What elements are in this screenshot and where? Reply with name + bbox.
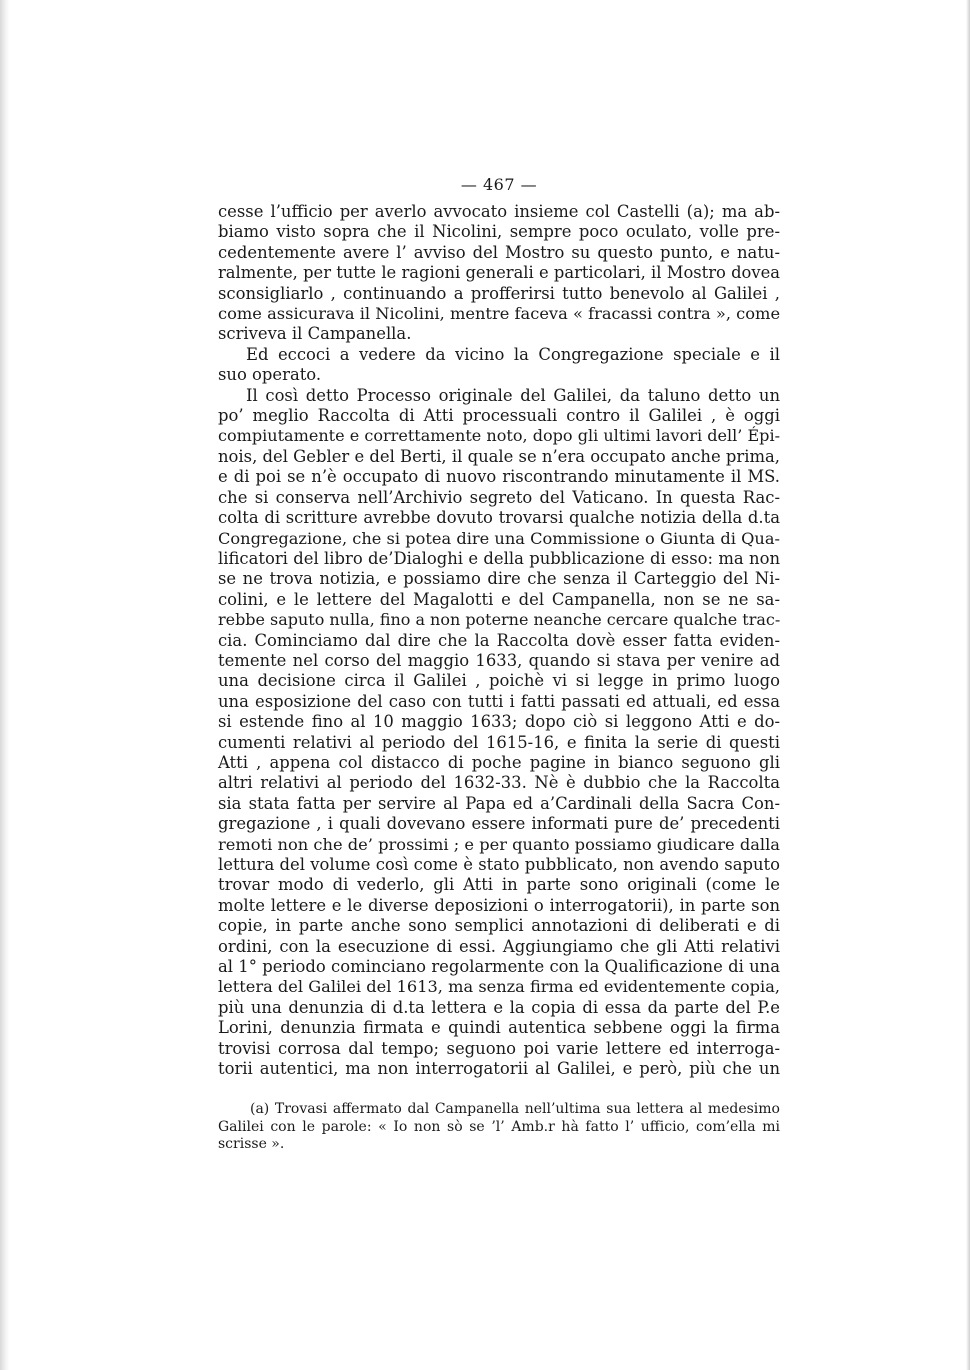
- text-line: lettera del Galilei del 1613, ma senza firma ed evidentemente copia,: [218, 977, 780, 997]
- text-line: più una denunzia di d.ta lettera e la copia di essa da parte del P.e: [218, 997, 780, 1017]
- text-line: cedentemente avere l’ avviso del Mostro su questo punto, e natu-: [218, 242, 780, 262]
- text-line: cumenti relativi al periodo del 1615-16, e finita la serie di questi: [218, 732, 780, 752]
- text-line: suo operato.: [218, 365, 322, 385]
- text-line: trovar modo di vederlo, gli Atti in parte sono originali (come le: [218, 875, 780, 895]
- text-line: lettura del volume così come è stato pubblicato, non avendo saputo: [218, 855, 780, 874]
- footnote-line: scrisse ».: [218, 1136, 285, 1153]
- text-line: colini, e le lettere del Magalotti e del Campanella, non se ne sa-: [218, 589, 780, 609]
- page-number: — 467 —: [460, 175, 538, 194]
- text-line: come assicurava il Nicolini, mentre faceva « fracassi contra », come: [218, 304, 781, 324]
- text-line: sconsigliarlo , continuando a profferirsi tutto benevolo al Galilei ,: [218, 283, 780, 303]
- text-line: Lorini, denunzia firmata e quindi autentica sebbene oggi la firma: [218, 1018, 780, 1038]
- text-line: torii autentici, ma non interrogatorii al Galilei, e però, più che un: [218, 1059, 780, 1079]
- text-line: copie, in parte anche sono semplici annotazioni di deliberati e di: [218, 916, 780, 936]
- text-line: Congregazione, che si potea dire una Commissione o Giunta di Qua-: [218, 528, 780, 548]
- text-line: ordini, con la esecuzione di essi. Aggiungiamo che gli Atti relativi: [218, 936, 780, 956]
- text-line: che si conserva nell’Archivio segreto del Vaticano. In questa Rac-: [218, 487, 780, 507]
- text-line: una decisione circa il Galilei , poichè vi si legge in primo luogo: [218, 671, 780, 691]
- text-line: molte lettere e le diverse deposizioni o interrogatorii), in parte son: [218, 895, 780, 915]
- text-line: biamo visto sopra che il Nicolini, sempre poco oculato, volle pre-: [218, 222, 780, 242]
- text-line: al 1° periodo cominciano regolarmente con la Qualificazione di una: [218, 957, 780, 977]
- text-line: e di poi se n’è occupato di nuovo riscontrando minutamente il MS.: [218, 467, 780, 487]
- text-line: altri relativi al periodo del 1632-33. Nè è dubbio che la Raccolta: [218, 773, 780, 793]
- text-line: temente nel corso del maggio 1633, quando si stava per venire ad: [218, 650, 780, 670]
- text-line: cesse l’ufficio per averlo avvocato insieme col Castelli (a); ma ab-: [218, 202, 780, 221]
- text-line: compiutamente e correttamente noto, dopo gli ultimi lavori dell’ Épi-: [218, 426, 780, 446]
- text-line: rebbe saputo nulla, fino a non poterne neanche cercare qualche trac-: [218, 610, 781, 630]
- text-line: remoti non che de’ prossimi ; e per quanto possiamo giudicare dalla: [218, 834, 780, 854]
- text-line: Il così detto Processo originale del Galilei, da taluno detto un: [246, 385, 780, 405]
- text-line: nois, del Gebler e del Berti, il quale se n’era occupato anche prima,: [218, 446, 780, 466]
- text-line: lificatori del libro de’Dialoghi e della pubblicazione di esso: ma non: [218, 548, 780, 568]
- footnotes: [218, 1101, 780, 1154]
- text-line: ralmente, per tutte le ragioni generali e particolari, il Mostro dovea: [218, 263, 780, 283]
- scan-edge-right: [966, 0, 970, 1370]
- text-line: Atti , appena col distacco di poche pagine in bianco seguono gli: [218, 752, 780, 772]
- text-line: cia. Cominciamo dal dire che la Raccolta dovè esser fatta eviden-: [218, 630, 780, 650]
- text-line: scriveva il Campanella.: [218, 324, 412, 344]
- body-text: [218, 202, 780, 1079]
- scan-edge-left: [0, 0, 10, 1370]
- text-line: trovisi corrosa dal tempo; seguono poi varie lettere ed interroga-: [218, 1038, 780, 1058]
- text-line: si estende fino al 10 maggio 1633; dopo ciò si leggono Atti e do-: [218, 712, 780, 732]
- book-page: [218, 172, 780, 1154]
- text-line: sia stata fatta per servire al Papa ed a’Cardinali della Sacra Con-: [218, 793, 780, 813]
- text-line: una esposizione del caso con tutti i fatti passati ed attuali, ed essa: [218, 691, 780, 711]
- text-line: se ne trova notizia, e possiamo dire che senza il Carteggio del Ni-: [218, 569, 780, 589]
- text-line: colta di scritture avrebbe dovuto trovarsi qualche notizia della d.ta: [218, 508, 780, 528]
- text-line: po’ meglio Raccolta di Atti processuali contro il Galilei , è oggi: [218, 406, 780, 426]
- text-line: Ed eccoci a vedere da vicino la Congregazione speciale e il: [246, 344, 780, 364]
- footnote-line: Galilei con le parole: « Io non sò se ’l’ Amb.r hà fatto l’ ufficio, com’ella mi: [218, 1118, 780, 1135]
- text-line: gregazione , i quali dovevano essere informati pure de’ precedenti: [218, 814, 780, 834]
- footnote-line: (a) Trovasi affermato dal Campanella nell’ultima sua lettera al medesimo: [250, 1101, 780, 1118]
